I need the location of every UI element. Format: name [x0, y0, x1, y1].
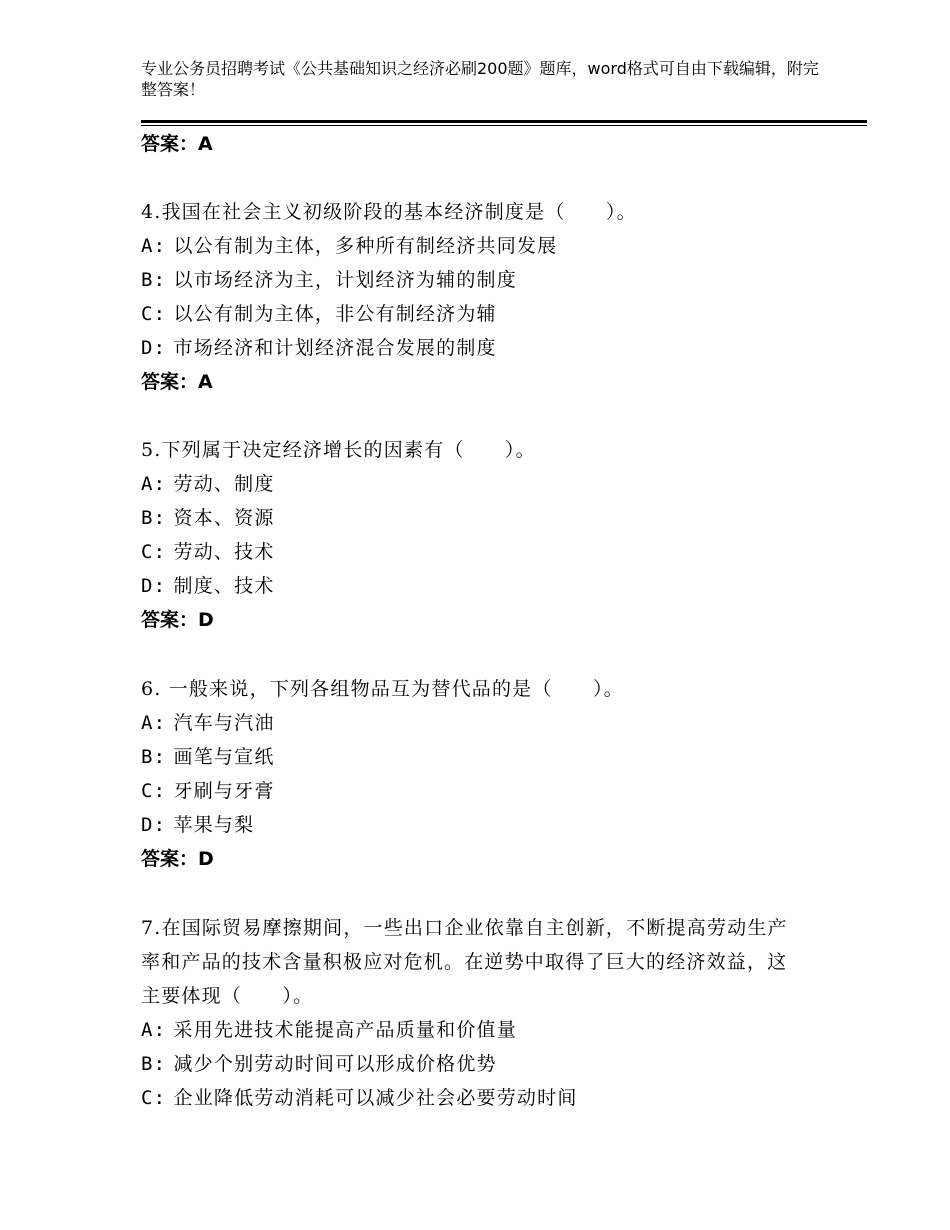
question-6 — [141, 672, 801, 876]
answer: 答案：D — [141, 848, 214, 870]
option-a: A: 劳动、制度 — [141, 473, 275, 495]
answer: 答案：D — [141, 609, 214, 631]
question-7 — [141, 911, 801, 1115]
option-c: C: 企业降低劳动消耗可以减少社会必要劳动时间 — [141, 1087, 578, 1109]
option-c: C: 劳动、技术 — [141, 541, 275, 563]
answer-q3: 答案：A — [141, 133, 213, 155]
option-d: D: 制度、技术 — [141, 575, 275, 597]
option-d: D: 市场经济和计划经济混合发展的制度 — [141, 337, 497, 359]
option-d: D: 苹果与梨 — [141, 814, 255, 836]
question-stem: 7.在国际贸易摩擦期间，一些出口企业依靠自主创新，不断提高劳动生产率和产品的技术含量积极应对危机。在逆势中取得了巨大的经济效益，这主要体现（ ）。 — [141, 917, 788, 1007]
option-b: B: 画笔与宣纸 — [141, 746, 275, 768]
header-rule-thick — [141, 120, 867, 123]
option-c: C: 牙刷与牙膏 — [141, 780, 275, 802]
header-rule-thin — [141, 125, 867, 126]
question-4 — [141, 195, 801, 399]
question-5 — [141, 433, 801, 637]
page-header: 专业公务员招聘考试《公共基础知识之经济必刷200题》题库，word格式可自由下载编辑，附完整答案！ — [141, 59, 819, 99]
option-b: B: 以市场经济为主，计划经济为辅的制度 — [141, 269, 517, 291]
question-stem: 6. 一般来说，下列各组物品互为替代品的是（ ）。 — [141, 678, 624, 700]
answer: 答案：A — [141, 371, 213, 393]
option-a: A: 汽车与汽油 — [141, 712, 275, 734]
option-a: A: 以公有制为主体，多种所有制经济共同发展 — [141, 235, 558, 257]
option-b: B: 资本、资源 — [141, 507, 275, 529]
question-stem: 4.我国在社会主义初级阶段的基本经济制度是（ ）。 — [141, 201, 637, 223]
option-b: B: 减少个别劳动时间可以形成价格优势 — [141, 1053, 497, 1075]
option-c: C: 以公有制为主体，非公有制经济为辅 — [141, 303, 497, 325]
question-stem: 5.下列属于决定经济增长的因素有（ ）。 — [141, 439, 536, 461]
option-a: A: 采用先进技术能提高产品质量和价值量 — [141, 1019, 517, 1041]
